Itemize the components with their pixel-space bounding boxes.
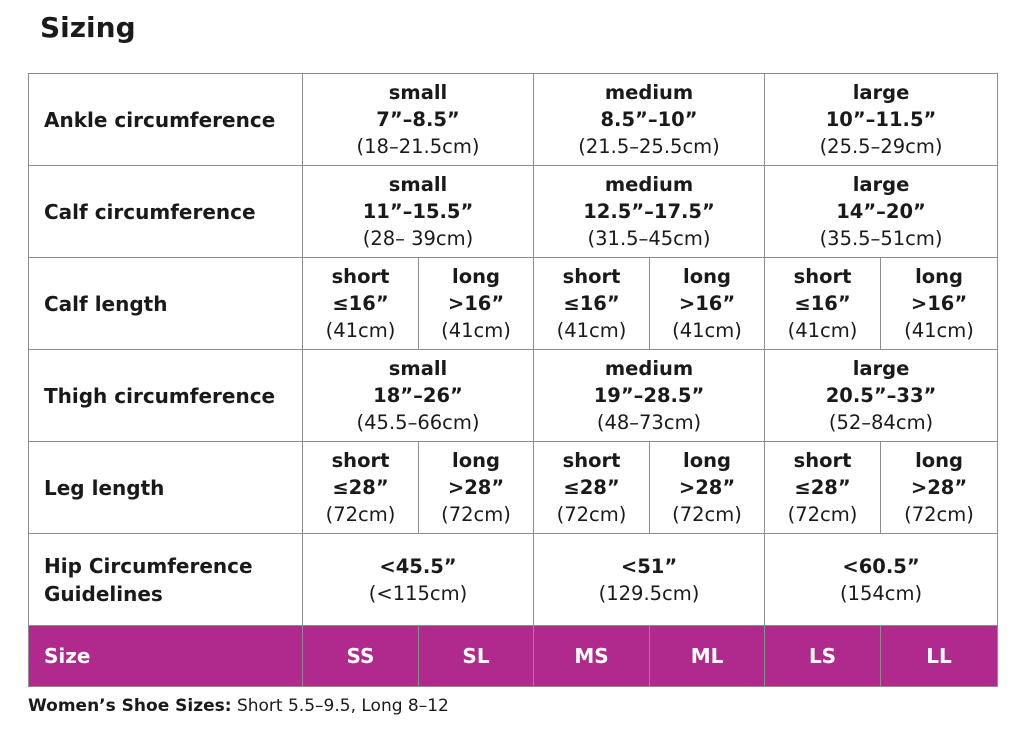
length-name: long [915,265,963,288]
table-row-ankle-circumference [29,74,998,166]
measure-inches: >16” [678,292,736,315]
shoe-size-note [28,696,449,716]
measure-inches: 8.5”–10” [600,108,698,131]
size-name: medium [604,173,694,196]
length-name: short [562,449,621,472]
table-row-thigh-circumference [29,350,998,442]
measure-cm: (154cm) [839,581,923,605]
measure-cm: (28– 39cm) [362,227,474,250]
measure-cm: (72cm) [672,503,742,526]
cell-calf-length-ll [881,258,998,350]
measure-inches: ≤16” [794,292,851,315]
shoe-size-text: Short 5.5–9.5, Long 8–12 [231,696,449,716]
measure-cm: (48–73cm) [596,411,702,434]
measure-inches: 11”–15.5” [362,200,474,223]
cell-thigh-large [765,350,998,442]
measure-cm: (41cm) [672,319,742,342]
length-name: long [452,449,500,472]
length-name: short [793,449,852,472]
measure-cm: (41cm) [556,319,627,342]
cell-ankle-medium [534,74,765,166]
length-name: long [683,449,731,472]
row-label-size: Size [29,626,303,687]
measure-inches: ≤28” [332,476,389,499]
length-name: long [452,265,500,288]
measure-inches: >28” [447,476,505,499]
cell-thigh-small [303,350,534,442]
length-name: long [915,449,963,472]
size-name: medium [604,357,694,380]
size-name: medium [604,81,694,104]
measure-cm: (35.5–51cm) [819,227,943,250]
measure-cm: (<115cm) [368,581,468,605]
row-label-leg-length: Leg length [29,442,303,534]
measure-cm: (41cm) [325,319,396,342]
measure-inches: 10”–11.5” [825,108,937,131]
size-code-ss: SS [303,626,419,687]
cell-leg-length-ll [881,442,998,534]
measure-inches: >16” [447,292,505,315]
cell-leg-length-ls [765,442,881,534]
size-name: small [388,357,448,380]
size-code-sl: SL [419,626,534,687]
length-name: long [683,265,731,288]
cell-calf-length-ls [765,258,881,350]
row-label-line: Guidelines [44,581,163,606]
table-row-calf-circumference [29,166,998,258]
measure-inches: <45.5” [379,554,457,578]
measure-inches: >28” [678,476,736,499]
size-name: small [388,173,448,196]
measure-cm: (25.5–29cm) [819,135,943,158]
measure-cm: (41cm) [787,319,858,342]
page-title: Sizing [40,11,136,44]
measure-cm: (72cm) [787,503,858,526]
cell-hip-large [765,534,998,626]
size-name: large [852,173,910,196]
measure-inches: <51” [620,554,678,578]
measure-inches: 18”–26” [373,384,463,407]
sizing-table [28,73,998,687]
measure-cm: (45.5–66cm) [356,411,480,434]
cell-ankle-large [765,74,998,166]
measure-inches: ≤28” [563,476,620,499]
measure-inches: ≤28” [794,476,851,499]
measure-inches: 12.5”–17.5” [583,200,715,223]
cell-ankle-small [303,74,534,166]
table-row-leg-length [29,442,998,534]
measure-cm: (41cm) [904,319,974,342]
measure-cm: (129.5cm) [598,581,700,605]
cell-thigh-medium [534,350,765,442]
measure-cm: (72cm) [904,503,974,526]
cell-calf-length-sl [419,258,534,350]
measure-cm: (72cm) [325,503,396,526]
size-name: large [852,81,910,104]
size-code-ms: MS [534,626,650,687]
cell-leg-length-ms [534,442,650,534]
measure-cm: (72cm) [441,503,511,526]
cell-leg-length-ss [303,442,419,534]
row-label-line: Hip Circumference [44,553,253,578]
cell-hip-medium [534,534,765,626]
measure-inches: 19”–28.5” [593,384,705,407]
cell-calf-length-ml [650,258,765,350]
row-label-calf-length: Calf length [29,258,303,350]
cell-leg-length-sl [419,442,534,534]
measure-cm: (72cm) [556,503,627,526]
measure-inches: <60.5” [842,554,920,578]
measure-inches: 20.5”–33” [825,384,937,407]
measure-cm: (18–21.5cm) [356,135,480,158]
length-name: short [331,265,390,288]
row-label-hip-circumference [29,534,303,626]
table-row-size [29,626,998,687]
row-label-ankle-circumference: Ankle circumference [29,74,303,166]
measure-inches: ≤16” [332,292,389,315]
row-label-calf-circumference: Calf circumference [29,166,303,258]
table-row-calf-length [29,258,998,350]
size-name: small [388,81,448,104]
measure-inches: 14”–20” [836,200,926,223]
cell-leg-length-ml [650,442,765,534]
size-code-ml: ML [650,626,765,687]
measure-inches: >28” [910,476,968,499]
cell-calf-small [303,166,534,258]
length-name: short [562,265,621,288]
measure-cm: (41cm) [441,319,511,342]
size-code-ll: LL [881,626,998,687]
size-code-ls: LS [765,626,881,687]
cell-calf-large [765,166,998,258]
measure-inches: ≤16” [563,292,620,315]
cell-calf-medium [534,166,765,258]
cell-calf-length-ss [303,258,419,350]
length-name: short [331,449,390,472]
row-label-thigh-circumference: Thigh circumference [29,350,303,442]
measure-cm: (31.5–45cm) [587,227,711,250]
measure-inches: 7”–8.5” [376,108,460,131]
measure-cm: (52–84cm) [828,411,934,434]
measure-inches: >16” [910,292,968,315]
shoe-size-label: Women’s Shoe Sizes: [28,696,232,716]
measure-cm: (21.5–25.5cm) [578,135,720,158]
cell-calf-length-ms [534,258,650,350]
cell-hip-small [303,534,534,626]
length-name: short [793,265,852,288]
size-name: large [852,357,910,380]
table-row-hip-circumference [29,534,998,626]
